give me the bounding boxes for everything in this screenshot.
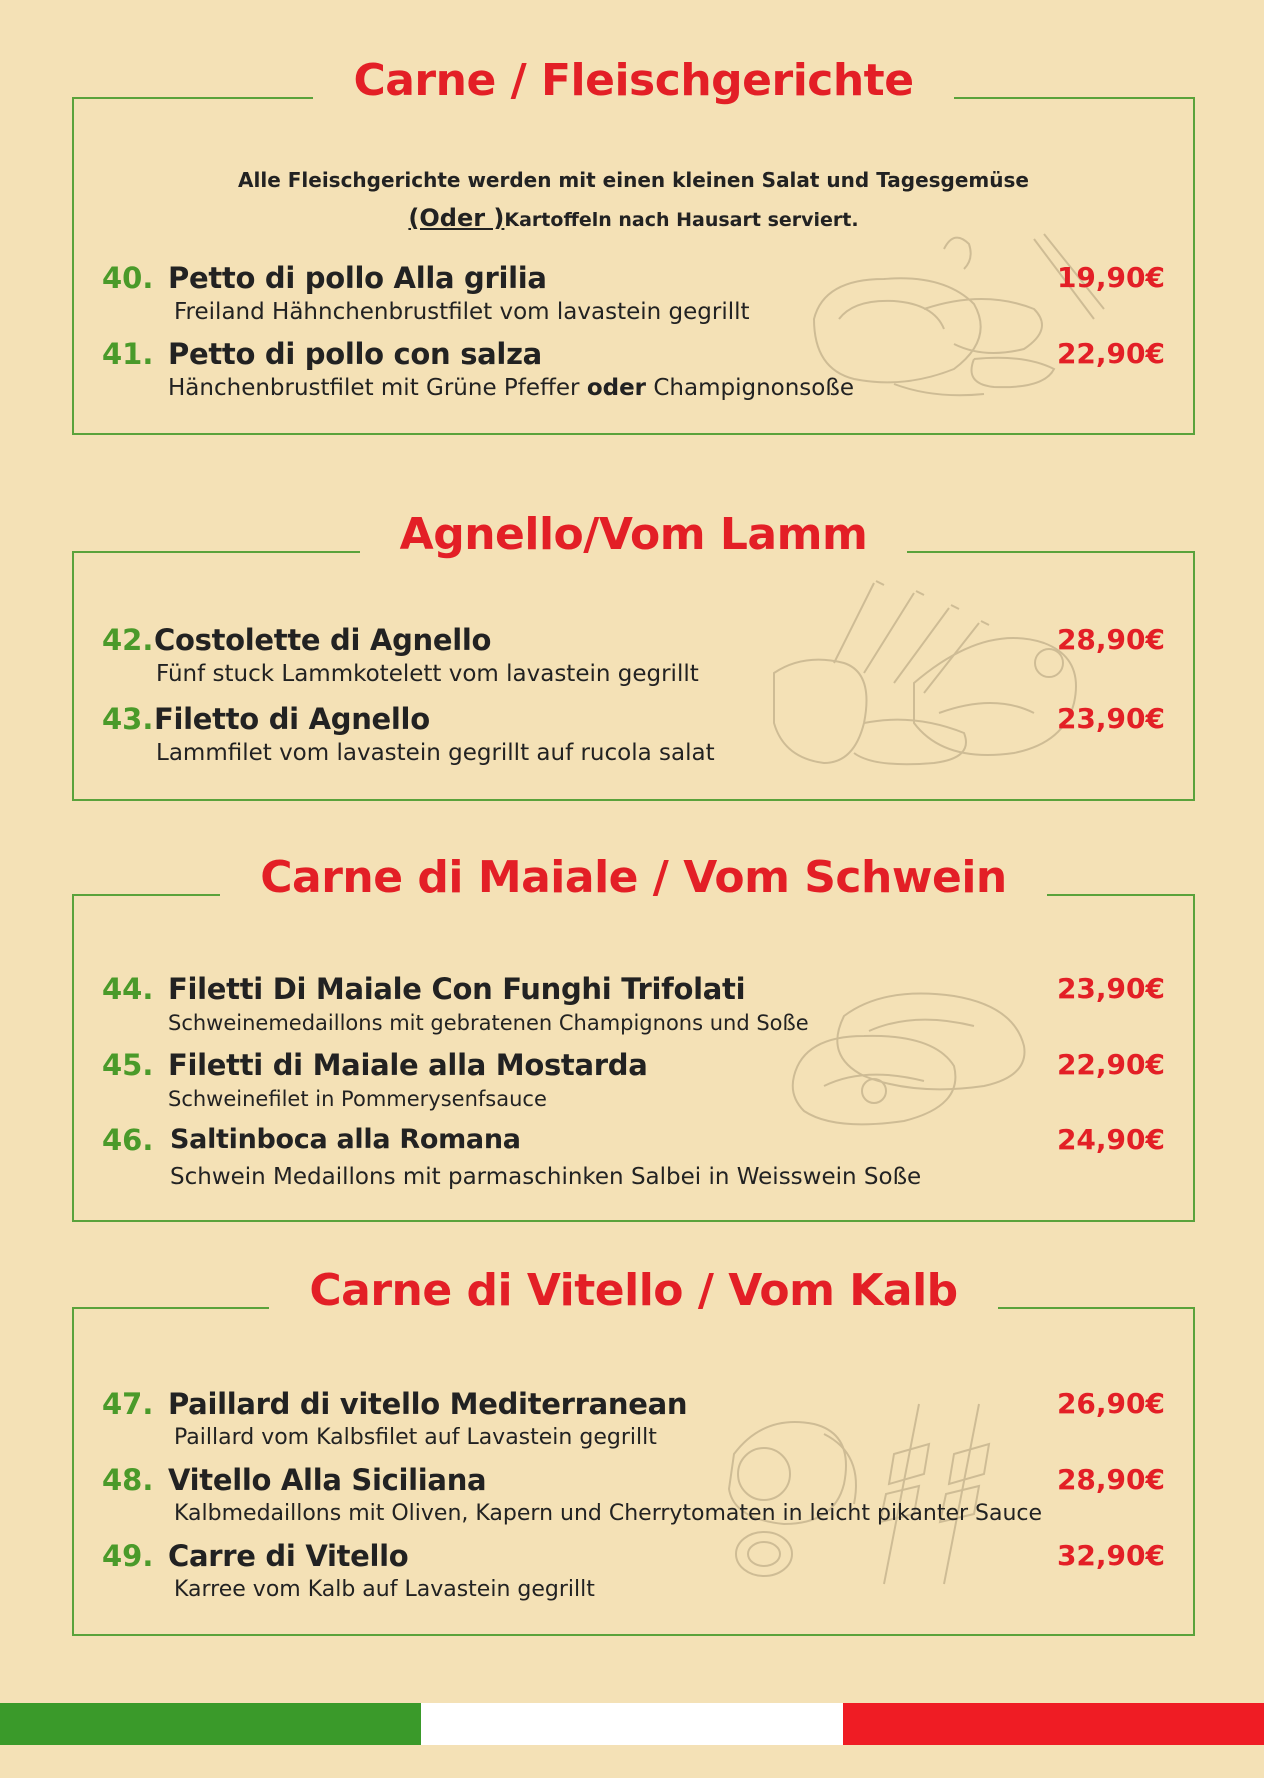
intro-oder: (Oder ): [408, 204, 505, 232]
item-number: 44.: [102, 972, 154, 1006]
item-price: 28,90€: [1056, 623, 1165, 656]
item-number: 41.: [102, 337, 154, 371]
item-name: Filetti Di Maiale Con Funghi Trifolati: [168, 972, 746, 1006]
item-description: Fünf stuck Lammkotelett vom lavastein gegrillt: [156, 661, 699, 687]
item-name: Vitello Alla Siciliana: [168, 1463, 487, 1497]
flag-green-stripe: [0, 1703, 421, 1745]
item-number: 45.: [102, 1048, 154, 1082]
item-description-text: Champignonsoße: [646, 375, 854, 401]
item-price: 23,90€: [1056, 972, 1165, 1005]
sausage-skewer-sketch-icon: [704, 1394, 1034, 1594]
item-description: Schwein Medaillons mit parmaschinken Salbei in Weisswein Soße: [170, 1164, 922, 1190]
item-name: Petto di pollo con salza: [168, 337, 542, 371]
section-title: [74, 509, 1193, 560]
item-name: Costolette di Agnello: [154, 623, 492, 657]
item-description: Schweinemedaillons mit gebratenen Champignons und Soße: [168, 1011, 809, 1035]
item-name: Filetto di Agnello: [154, 702, 430, 736]
item-description: Freiland Hähnchenbrustfilet vom lavastein gegrillt: [174, 299, 750, 325]
item-number: 47.: [102, 1387, 154, 1421]
lamb-chops-sketch-icon: [764, 563, 1124, 783]
section-maiale: [72, 852, 1195, 1222]
italian-flag-bar: [0, 1703, 1264, 1745]
item-number: 48.: [102, 1463, 154, 1497]
section-carne: [72, 55, 1195, 435]
item-description-text: Hänchenbrustfilet mit Grüne Pfeffer: [168, 375, 587, 401]
item-number: 46.: [102, 1123, 154, 1157]
section-title-text: Carne / Fleischgerichte: [313, 59, 953, 103]
section-title: [74, 1265, 1193, 1316]
item-description-bold: oder: [586, 375, 647, 401]
item-description: Paillard vom Kalbsfilet auf Lavastein gegrillt: [174, 1425, 657, 1450]
item-number: 42.: [102, 623, 154, 657]
item-price: 26,90€: [1056, 1387, 1165, 1420]
item-description: Karree vom Kalb auf Lavastein gegrillt: [174, 1577, 595, 1602]
section-title-text: Agnello/Vom Lamm: [360, 513, 908, 557]
intro-line-2-text: Kartoffeln nach Hausart serviert.: [504, 209, 859, 231]
item-name: Saltinboca alla Romana: [170, 1124, 521, 1155]
item-price: 22,90€: [1056, 337, 1165, 370]
pork-steak-sketch-icon: [784, 976, 1044, 1136]
section-agnello: [72, 509, 1195, 801]
item-number: 49.: [102, 1539, 154, 1573]
item-price: 19,90€: [1056, 261, 1165, 294]
section-title: [74, 852, 1193, 903]
item-number: 40.: [102, 261, 154, 295]
section-title: [74, 55, 1193, 106]
item-description: Lammfilet vom lavastein gegrillt auf rucola salat: [156, 740, 715, 766]
item-description: [168, 374, 854, 402]
intro-line-1: Alle Fleischgerichte werden mit einen kleinen Salat und Tagesgemüse: [238, 168, 1029, 192]
item-price: 23,90€: [1056, 702, 1165, 735]
item-name: Carre di Vitello: [168, 1539, 409, 1573]
item-name: Filetti di Maiale alla Mostarda: [168, 1048, 648, 1082]
flag-red-stripe: [843, 1703, 1264, 1745]
item-description: Kalbmedaillons mit Oliven, Kapern und Cherrytomaten in leicht pikanter Sauce: [174, 1501, 1043, 1526]
section-title-text: Carne di Vitello / Vom Kalb: [269, 1269, 997, 1313]
item-price: 28,90€: [1056, 1463, 1165, 1496]
item-name: Paillard di vitello Mediterranean: [168, 1387, 688, 1421]
item-name: Petto di pollo Alla grilia: [168, 261, 547, 295]
item-number: 43.: [102, 702, 154, 736]
section-vitello: [72, 1265, 1195, 1636]
item-price: 32,90€: [1056, 1539, 1165, 1572]
flag-white-stripe: [421, 1703, 842, 1745]
item-description: Schweinefilet in Pommerysenfsauce: [168, 1087, 547, 1111]
item-price: 22,90€: [1056, 1048, 1165, 1081]
section-title-text: Carne di Maiale / Vom Schwein: [220, 856, 1046, 900]
item-price: 24,90€: [1056, 1123, 1165, 1156]
